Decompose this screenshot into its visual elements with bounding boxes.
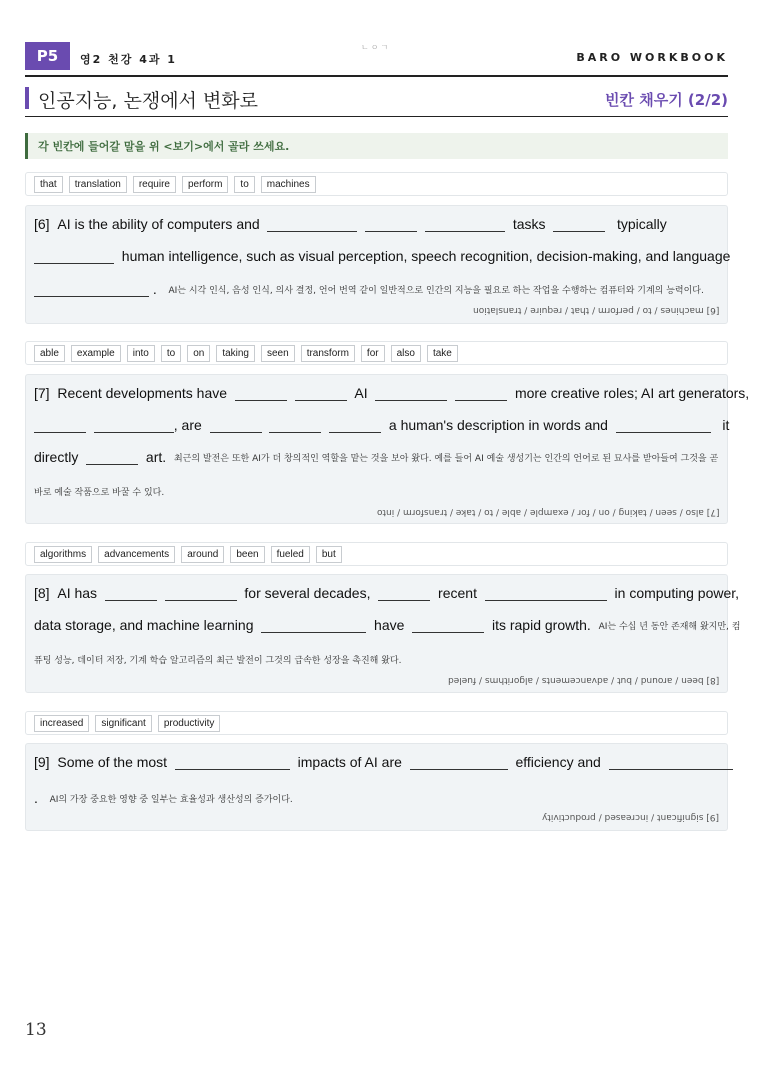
question-8 bbox=[25, 574, 741, 693]
question-text: directly bbox=[34, 449, 79, 465]
question-text: art. bbox=[145, 449, 167, 465]
word-chip: for bbox=[361, 345, 385, 362]
question-text: a human's description in words and bbox=[388, 417, 608, 433]
word-chip: but bbox=[316, 546, 342, 563]
word-chip: been bbox=[230, 546, 264, 563]
word-chip: example bbox=[71, 345, 121, 362]
page-number: 13 bbox=[25, 1020, 47, 1040]
page-title: 인공지능, 논쟁에서 변화로 bbox=[38, 90, 259, 112]
word-bank-q6 bbox=[25, 172, 728, 196]
course-label: 영2 천강 4과 1 bbox=[80, 53, 177, 66]
blank-input[interactable] bbox=[375, 386, 447, 401]
question-text: for several decades, bbox=[244, 585, 371, 601]
question-text: AI is the ability of computers and bbox=[57, 216, 260, 232]
question-text: Some of the most bbox=[57, 754, 168, 770]
question-text: . bbox=[152, 281, 157, 297]
question-number: [8] bbox=[34, 585, 50, 601]
question-text: AI bbox=[354, 385, 368, 401]
question-text: more creative roles; AI art generators, bbox=[514, 385, 750, 401]
blank-input[interactable] bbox=[34, 249, 114, 264]
blank-input[interactable] bbox=[609, 755, 733, 770]
word-chip: also bbox=[391, 345, 421, 362]
question-text: impacts of AI are bbox=[297, 754, 402, 770]
question-9 bbox=[25, 743, 728, 831]
word-chip: advancements bbox=[98, 546, 175, 563]
question-text: , are bbox=[173, 417, 202, 433]
word-chip: able bbox=[34, 345, 65, 362]
question-text: Recent developments have bbox=[57, 385, 228, 401]
word-chip: productivity bbox=[158, 715, 221, 732]
word-chip: transform bbox=[301, 345, 355, 362]
question-text: human intelligence, such as visual perception, speech recognition, decision-making, and language bbox=[121, 248, 731, 264]
question-number: [9] bbox=[34, 754, 50, 770]
question-text: recent bbox=[438, 585, 477, 601]
question-number: [6] bbox=[34, 216, 50, 232]
word-chip: around bbox=[181, 546, 224, 563]
word-chip: take bbox=[427, 345, 458, 362]
question-text: tasks bbox=[512, 216, 546, 232]
question-text: typically bbox=[616, 216, 667, 232]
word-chip: that bbox=[34, 176, 63, 193]
upside-down-answer: [9] significant / increased / productivity bbox=[541, 812, 719, 822]
question-text: . bbox=[34, 790, 38, 806]
blank-input[interactable] bbox=[34, 282, 149, 297]
korean-translation-cont: 바로 예술 작품으로 바꿀 수 있다. bbox=[34, 488, 165, 498]
upside-down-answer: [8] been / around / but / advancements / algorithms / fueled bbox=[447, 675, 719, 685]
word-chip: machines bbox=[261, 176, 316, 193]
word-chip: increased bbox=[34, 715, 89, 732]
blank-input[interactable] bbox=[235, 386, 287, 401]
page-badge: P5 bbox=[25, 42, 70, 70]
word-chip: seen bbox=[261, 345, 295, 362]
blank-input[interactable] bbox=[295, 386, 347, 401]
question-6 bbox=[25, 205, 731, 324]
word-chip: on bbox=[187, 345, 210, 362]
blank-input[interactable] bbox=[210, 418, 262, 433]
blank-input[interactable] bbox=[412, 618, 484, 633]
korean-translation: AI는 시각 인식, 음성 인식, 의사 결정, 언어 번역 같이 일반적으로 인간의 지능을 필요로 하는 작업을 수행하는 컴퓨터와 기계의 능력이다. bbox=[168, 285, 704, 296]
word-bank-q7 bbox=[25, 341, 728, 365]
blank-input[interactable] bbox=[410, 755, 508, 770]
question-text: data storage, and machine learning bbox=[34, 617, 254, 633]
blank-input[interactable] bbox=[94, 418, 174, 433]
question-text: AI has bbox=[57, 585, 98, 601]
word-chip: taking bbox=[216, 345, 255, 362]
blank-input[interactable] bbox=[175, 755, 290, 770]
korean-translation: 최근의 발전은 또한 AI가 더 창의적인 역할을 맡는 것을 보아 왔다. 예를 들어 AI 예술 생성기는 인간의 언어로 된 묘사를 받아들여 그것을 곧 bbox=[173, 453, 719, 464]
word-chip: to bbox=[234, 176, 254, 193]
blank-input[interactable] bbox=[616, 418, 711, 433]
blank-input[interactable] bbox=[425, 217, 505, 232]
word-chip: algorithms bbox=[34, 546, 92, 563]
upside-down-answer: [7] also / seen / taking / on / for / example / able / to / take / transform / into bbox=[376, 507, 719, 517]
korean-translation-cont: 퓨팅 성능, 데이터 저장, 기계 학습 알고리즘의 최근 발전이 그것의 급속한 성장을 촉진해 왔다. bbox=[34, 656, 402, 666]
word-bank-q8 bbox=[25, 542, 728, 566]
blank-input[interactable] bbox=[86, 450, 138, 465]
section-title: 빈칸 채우기 (2/2) bbox=[605, 91, 728, 109]
word-bank-q9 bbox=[25, 711, 728, 735]
word-chip: fueled bbox=[271, 546, 310, 563]
word-chip: perform bbox=[182, 176, 228, 193]
header-rule bbox=[25, 75, 728, 77]
question-text: its rapid growth. bbox=[491, 617, 591, 633]
word-chip: into bbox=[127, 345, 155, 362]
instruction-text: 각 빈칸에 들어갈 말을 위 <보기>에서 골라 쓰세요. bbox=[38, 140, 290, 153]
blank-input[interactable] bbox=[34, 418, 86, 433]
question-number: [7] bbox=[34, 385, 50, 401]
question-text: have bbox=[374, 617, 405, 633]
upside-down-answer: [6] machines / to / perform / that / require / translation bbox=[472, 305, 719, 315]
blank-input[interactable] bbox=[165, 586, 237, 601]
instruction-box bbox=[25, 133, 728, 159]
blank-input[interactable] bbox=[378, 586, 430, 601]
blank-input[interactable] bbox=[267, 217, 357, 232]
question-text: it bbox=[722, 417, 730, 433]
word-chip: significant bbox=[95, 715, 151, 732]
word-chip: require bbox=[133, 176, 176, 193]
faint-marker: ㄴㅇㄱ bbox=[361, 43, 391, 52]
question-text: in computing power, bbox=[614, 585, 740, 601]
blank-input[interactable] bbox=[485, 586, 607, 601]
title-rule bbox=[25, 116, 728, 117]
blank-input[interactable] bbox=[365, 217, 417, 232]
question-text: efficiency and bbox=[515, 754, 601, 770]
word-chip: translation bbox=[69, 176, 127, 193]
blank-input[interactable] bbox=[455, 386, 507, 401]
blank-input[interactable] bbox=[105, 586, 157, 601]
blank-input[interactable] bbox=[269, 418, 321, 433]
blank-input[interactable] bbox=[329, 418, 381, 433]
blank-input[interactable] bbox=[261, 618, 366, 633]
word-chip: to bbox=[161, 345, 181, 362]
blank-input[interactable] bbox=[553, 217, 605, 232]
brand-label: BARO WORKBOOK bbox=[576, 51, 728, 64]
question-7 bbox=[25, 374, 750, 524]
title-accent-bar bbox=[25, 87, 29, 109]
korean-translation: AI는 수십 년 동안 존재해 왔지만, 컴 bbox=[598, 621, 741, 632]
korean-translation: AI의 가장 중요한 영향 중 일부는 효율성과 생산성의 증가이다. bbox=[49, 794, 293, 805]
